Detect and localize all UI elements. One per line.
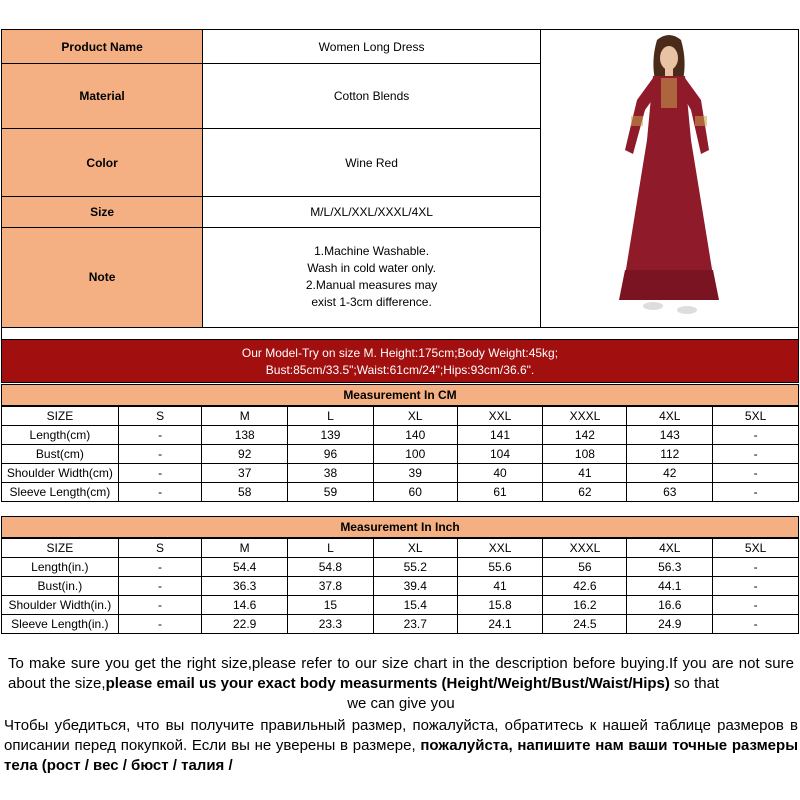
table-cell: 59 <box>288 483 374 502</box>
table-cell: 38 <box>288 464 374 483</box>
table-cell: - <box>118 445 202 464</box>
table-cell: 36.3 <box>202 577 288 596</box>
product-photo <box>540 30 798 328</box>
row-label-cell: Shoulder Width(cm) <box>2 464 119 483</box>
table-cell: - <box>713 577 799 596</box>
table-cell: 62 <box>543 483 627 502</box>
ru-note-regular: Чтобы убедиться, что вы получите правильный размер, пожалуйста, обратитесь к нашей таблице размеров в описании перед покупкой. Если вы не уверены в размере, <box>4 717 798 754</box>
russian-size-note <box>4 716 798 776</box>
label-material: Material <box>2 64 203 129</box>
table-cell: 54.8 <box>288 558 374 577</box>
inch-table-title: Measurement In Inch <box>1 516 799 538</box>
table-cell: 56 <box>543 558 627 577</box>
table-cell: 16.2 <box>543 596 627 615</box>
table-cell: 92 <box>202 445 288 464</box>
table-cell: 24.9 <box>627 615 713 634</box>
header-cell: 5XL <box>713 407 799 426</box>
value-size: M/L/XL/XXL/XXXL/4XL <box>203 197 541 227</box>
table-cell: 40 <box>457 464 543 483</box>
table-row <box>2 464 799 483</box>
note-line-3: 2.Manual measures may <box>305 278 438 293</box>
row-label-cell: Bust(in.) <box>2 577 119 596</box>
table-cell: - <box>118 577 202 596</box>
table-cell: 112 <box>627 445 713 464</box>
header-cell: L <box>288 407 374 426</box>
table-cell: - <box>713 596 799 615</box>
table-cell: 37 <box>202 464 288 483</box>
table-cell: 24.1 <box>457 615 543 634</box>
table-cell: - <box>713 558 799 577</box>
table-row <box>2 483 799 502</box>
table-cell: 16.6 <box>627 596 713 615</box>
table-cell: 55.6 <box>457 558 543 577</box>
table-cell: 24.5 <box>543 615 627 634</box>
value-product-name: Women Long Dress <box>203 30 541 64</box>
header-cell: XXL <box>457 407 543 426</box>
header-cell: L <box>288 539 374 558</box>
table-cell: - <box>713 615 799 634</box>
header-cell: SIZE <box>2 539 119 558</box>
table-cell: 60 <box>373 483 457 502</box>
header-cell: M <box>202 539 288 558</box>
header-cell: XXL <box>457 539 543 558</box>
header-cell: 5XL <box>713 539 799 558</box>
table-header-row <box>2 539 799 558</box>
model-info-line-1: Our Model-Try on size M. Height:175cm;Body Weight:45kg; <box>241 346 559 360</box>
note-line-4: exist 1-3cm difference. <box>311 295 432 310</box>
value-color: Wine Red <box>203 129 541 197</box>
table-cell: - <box>118 615 202 634</box>
table-cell: 41 <box>457 577 543 596</box>
row-label-cell: Sleeve Length(in.) <box>2 615 119 634</box>
table-cell: 142 <box>543 426 627 445</box>
table-cell: 37.8 <box>288 577 374 596</box>
table-cell: - <box>118 464 202 483</box>
table-row <box>2 577 799 596</box>
table-cell: 42 <box>627 464 713 483</box>
table-cell: 61 <box>457 483 543 502</box>
table-cell: 39.4 <box>373 577 457 596</box>
header-cell: S <box>118 539 202 558</box>
table-cell: 139 <box>288 426 374 445</box>
note-line-1: 1.Machine Washable. <box>314 244 430 259</box>
model-info-banner <box>1 339 799 383</box>
value-note <box>203 227 541 327</box>
table-cell: 41 <box>543 464 627 483</box>
table-cell: 140 <box>373 426 457 445</box>
table-cell: - <box>118 483 202 502</box>
table-cell: 23.7 <box>373 615 457 634</box>
label-product-name: Product Name <box>2 30 203 64</box>
inch-size-table <box>1 538 799 634</box>
row-label-cell: Length(in.) <box>2 558 119 577</box>
table-row <box>2 596 799 615</box>
header-cell: 4XL <box>627 539 713 558</box>
table-cell: 96 <box>288 445 374 464</box>
table-cell: 104 <box>457 445 543 464</box>
en-note-bold: please email us your exact body measurments (Height/Weight/Bust/Waist/Hips) <box>105 675 670 692</box>
table-cell: 42.6 <box>543 577 627 596</box>
table-cell: - <box>713 483 799 502</box>
table-row <box>2 615 799 634</box>
header-cell: SIZE <box>2 407 119 426</box>
table-cell: 108 <box>543 445 627 464</box>
table-cell: 39 <box>373 464 457 483</box>
table-cell: 14.6 <box>202 596 288 615</box>
table-row <box>2 558 799 577</box>
table-cell: - <box>118 558 202 577</box>
table-cell: 100 <box>373 445 457 464</box>
en-note-regular: To make sure you get the right size,please refer to our size chart in the description before buying.If you are not sure about the size, <box>8 655 794 692</box>
table-cell: 15.8 <box>457 596 543 615</box>
header-cell: M <box>202 407 288 426</box>
cm-table-title: Measurement In CM <box>1 384 799 406</box>
table-cell: 23.3 <box>288 615 374 634</box>
row-label-cell: Bust(cm) <box>2 445 119 464</box>
header-cell: S <box>118 407 202 426</box>
table-cell: 58 <box>202 483 288 502</box>
note-line-2: Wash in cold water only. <box>307 261 436 276</box>
product-info-table <box>1 29 799 342</box>
en-note-tail: so that <box>669 675 720 692</box>
label-size: Size <box>2 197 203 227</box>
table-cell: - <box>713 464 799 483</box>
table-cell: 22.9 <box>202 615 288 634</box>
label-note: Note <box>2 227 203 327</box>
table-cell: - <box>713 426 799 445</box>
row-label-cell: Sleeve Length(cm) <box>2 483 119 502</box>
table-cell: 138 <box>202 426 288 445</box>
cm-size-table <box>1 406 799 502</box>
table-cell: - <box>118 596 202 615</box>
table-row <box>2 445 799 464</box>
table-cell: - <box>118 426 202 445</box>
table-cell: 63 <box>627 483 713 502</box>
header-cell: 4XL <box>627 407 713 426</box>
table-cell: 141 <box>457 426 543 445</box>
label-color: Color <box>2 129 203 197</box>
table-row <box>2 426 799 445</box>
table-cell: - <box>713 445 799 464</box>
table-header-row <box>2 407 799 426</box>
model-photo-image <box>541 30 797 324</box>
model-info-line-2: Bust:85cm/33.5";Waist:61cm/24";Hips:93cm/36.6". <box>265 363 535 377</box>
english-size-note <box>8 654 794 714</box>
ru-note-bold: пожалуйста, напишите нам ваши точные размеры тела (рост / вес / бюст / талия / <box>4 737 798 774</box>
table-cell: 143 <box>627 426 713 445</box>
header-cell: XXXL <box>543 407 627 426</box>
table-cell: 15 <box>288 596 374 615</box>
table-cell: 54.4 <box>202 558 288 577</box>
en-note-last: we can give you <box>347 695 455 712</box>
header-cell: XXXL <box>543 539 627 558</box>
value-material: Cotton Blends <box>203 64 541 129</box>
table-cell: 15.4 <box>373 596 457 615</box>
table-cell: 44.1 <box>627 577 713 596</box>
row-label-cell: Length(cm) <box>2 426 119 445</box>
header-cell: XL <box>373 539 457 558</box>
header-cell: XL <box>373 407 457 426</box>
table-cell: 55.2 <box>373 558 457 577</box>
table-cell: 56.3 <box>627 558 713 577</box>
row-label-cell: Shoulder Width(in.) <box>2 596 119 615</box>
